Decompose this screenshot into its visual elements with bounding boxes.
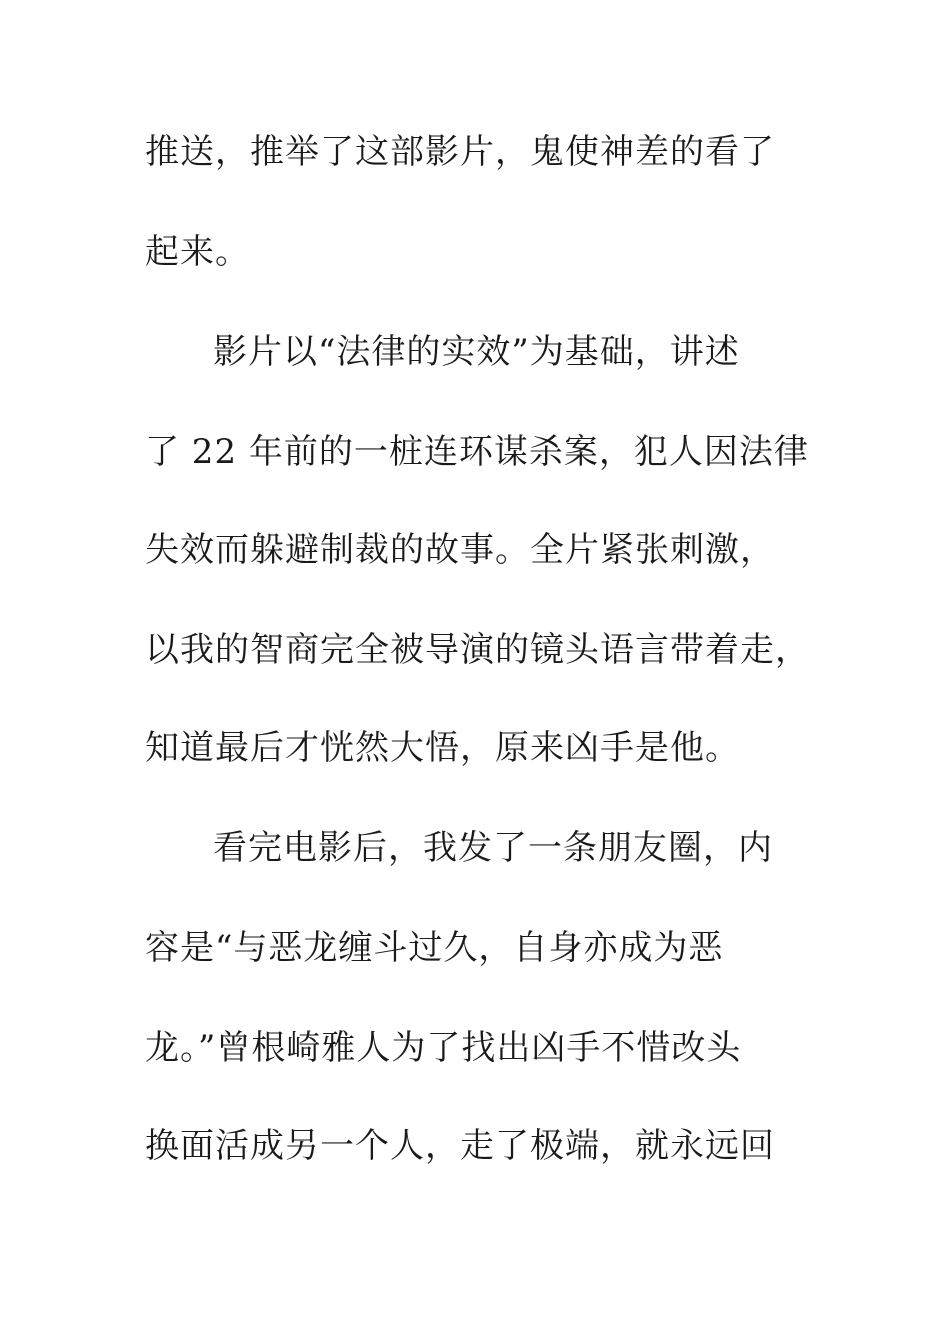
- text-line-2: 起来。: [145, 232, 250, 272]
- text-line-5: 失效而躲避制裁的故事。全片紧张刺激，: [145, 530, 775, 570]
- text-line-11: 换面活成另一个人，走了极端，就永远回: [145, 1126, 775, 1166]
- text-line-6: 以我的智商完全被导演的镜头语言带着走，: [145, 630, 810, 670]
- paragraph-2-line-1: 影片以“法律的实效”为基础，讲述: [213, 332, 740, 372]
- text-line-9: 容是“与恶龙缠斗过久，自身亦成为恶: [145, 928, 724, 968]
- text-line-7: 知道最后才恍然大悟，原来凶手是他。: [145, 728, 740, 768]
- text-line-10: 龙。”曾根崎雅人为了找出凶手不惜改头: [145, 1028, 742, 1068]
- text-line-1: 推送，推举了这部影片，鬼使神差的看了: [145, 132, 775, 172]
- text-line-4: 了 22 年前的一桩连环谋杀案，犯人因法律: [145, 432, 809, 472]
- paragraph-3-line-1: 看完电影后，我发了一条朋友圈，内: [213, 828, 773, 868]
